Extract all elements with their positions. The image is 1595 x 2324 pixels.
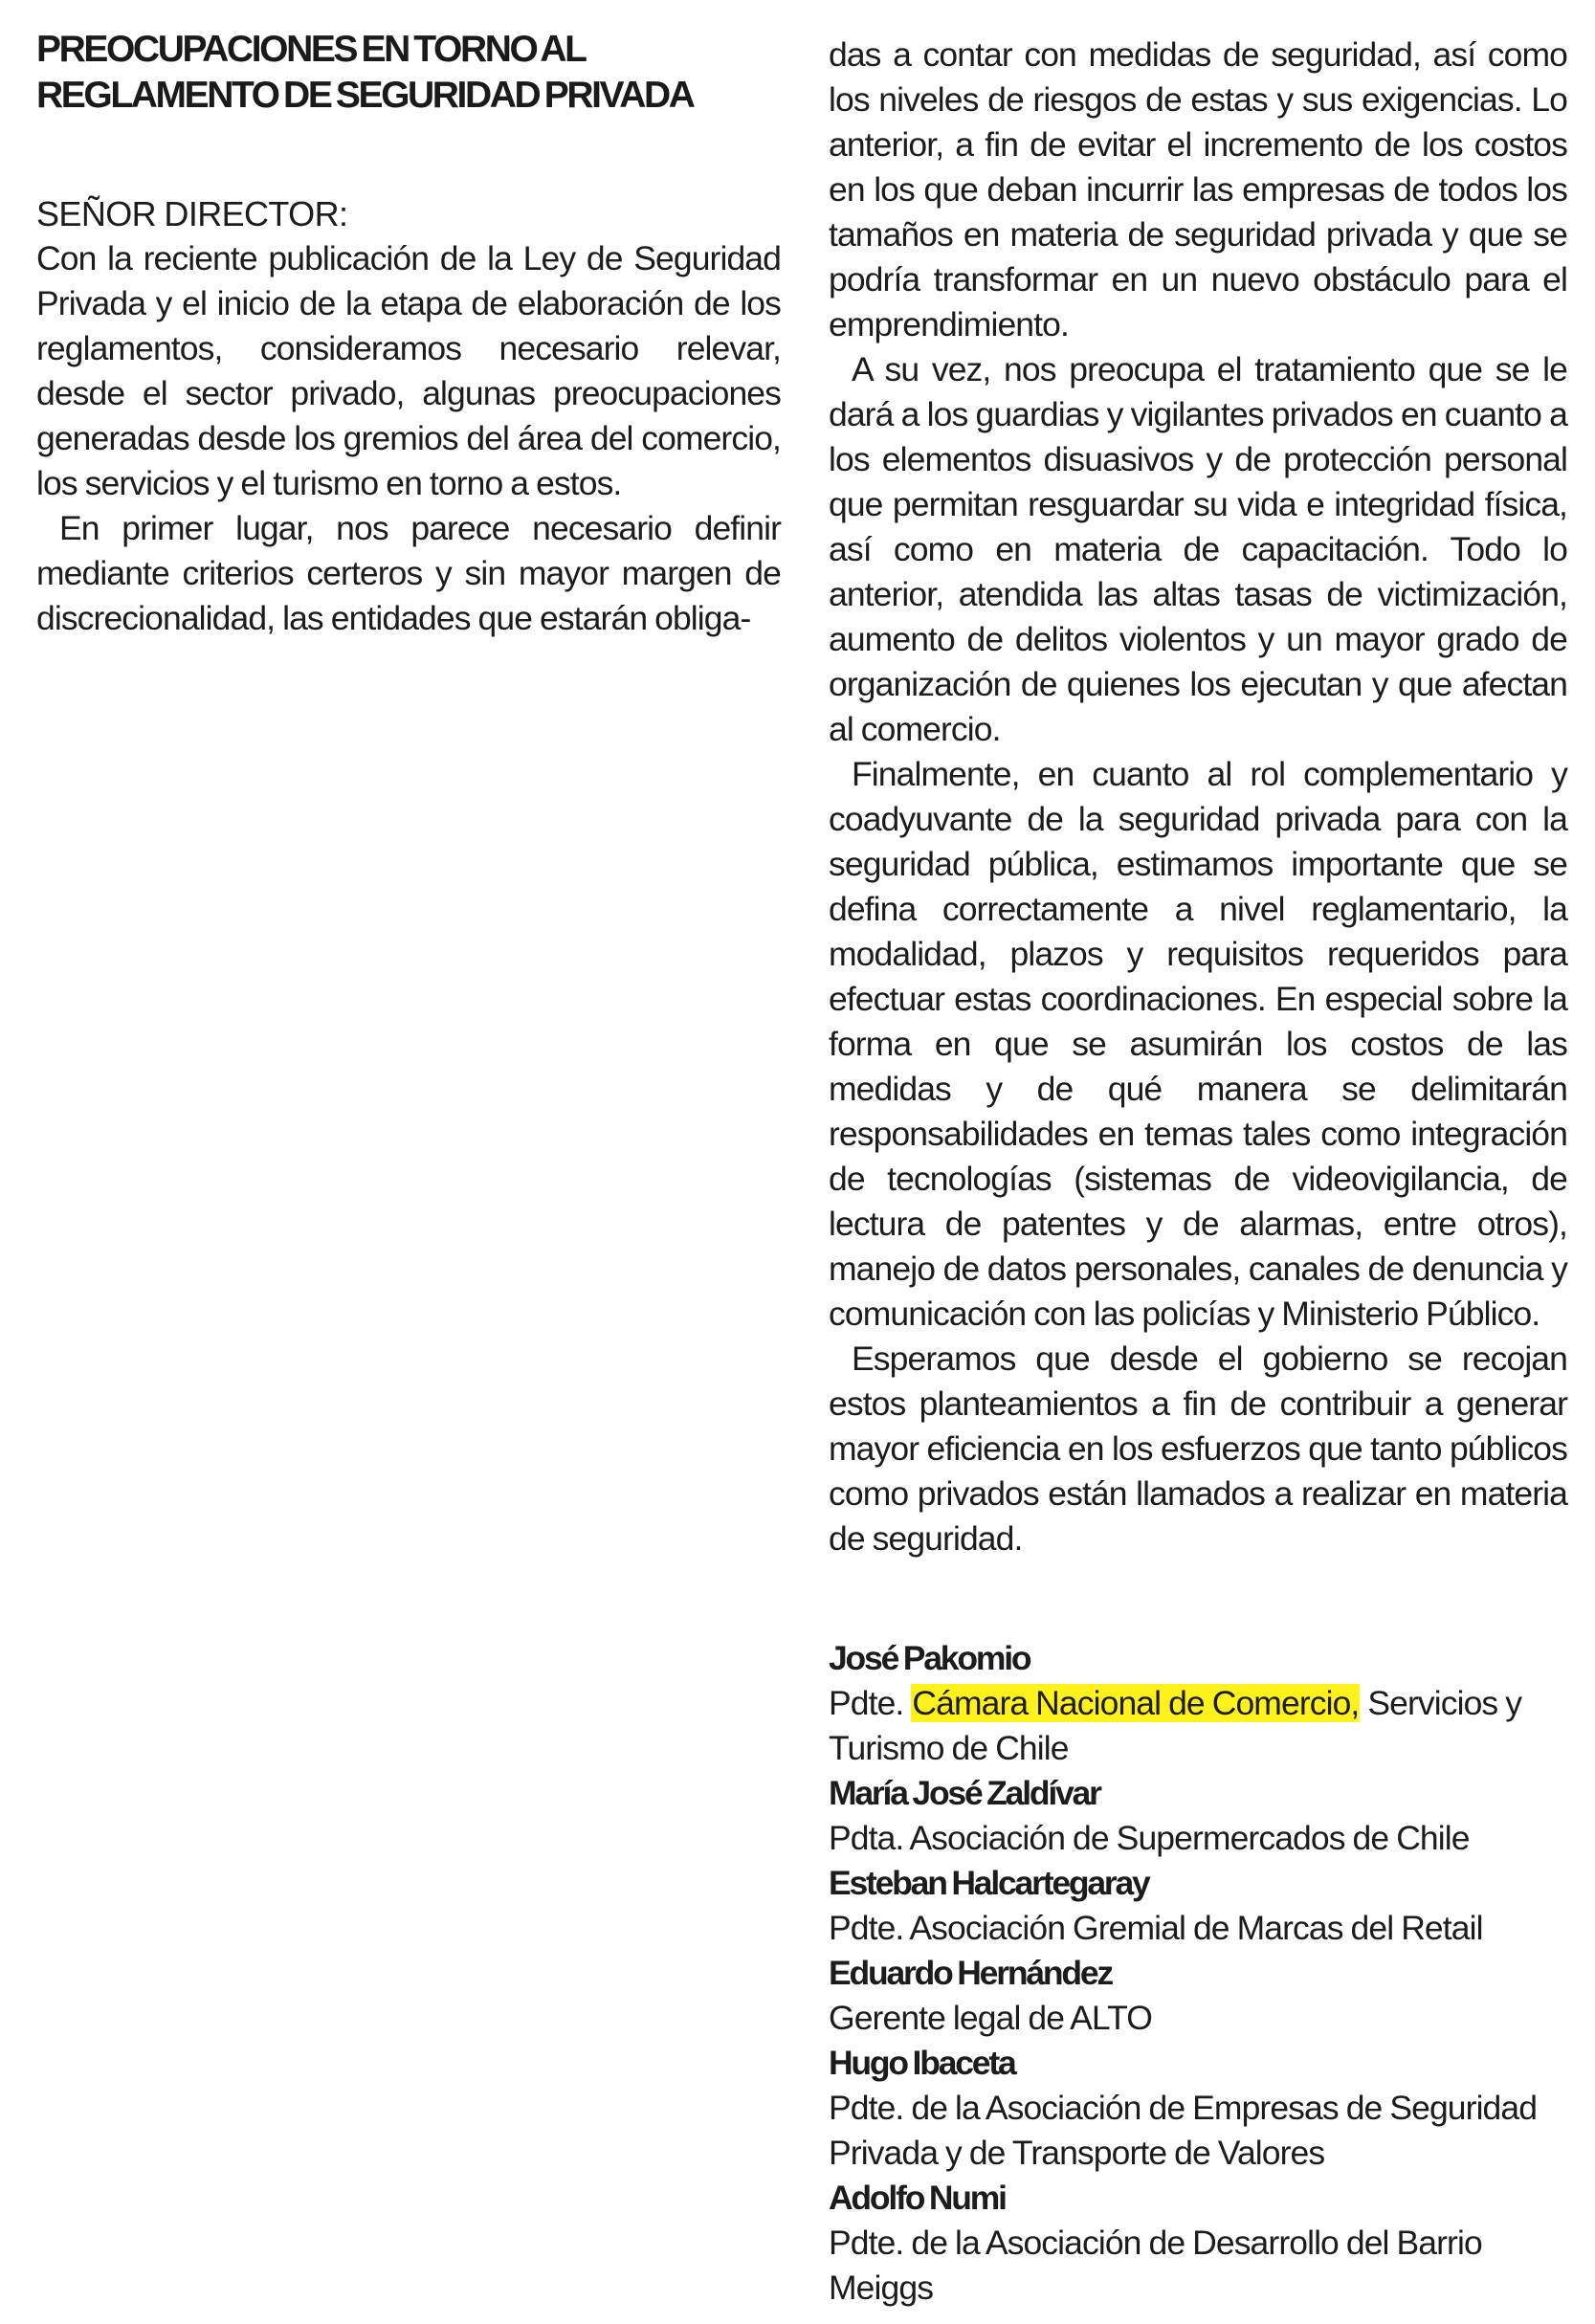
signatory-role xyxy=(829,1681,1567,1771)
signatory-role: Pdte. de la Asociación de Empresas de Seguridad Privada y de Transporte de Valores xyxy=(829,2089,1538,2172)
signatory-name: María José Zaldívar xyxy=(829,1774,1100,1812)
signatory-role-prefix: Pdte. xyxy=(829,1684,912,1722)
left-column xyxy=(36,0,781,641)
signatory-role: Pdte. Asociación Gremial de Marcas del Retail xyxy=(829,1909,1483,1947)
signatory-name: José Pakomio xyxy=(829,1639,1030,1677)
signatory-role: Pdta. Asociación de Supermercados de Chile xyxy=(829,1819,1470,1857)
paragraph-intro: Con la reciente publicación de la Ley de Seguridad Privada y el inicio de la etapa de elaboración de los reglamentos, consideramos necesario relevar, desde el sector privado, algunas preocupaciones generadas desde los gremios del área del comercio, los servicios y el turismo en torno a estos. xyxy=(36,239,781,502)
letter-headline xyxy=(36,27,781,119)
salutation: SEÑOR DIRECTOR: xyxy=(36,194,348,233)
paragraph-first-point-continued: das a contar con medidas de seguridad, así como los niveles de riesgos de estas y sus exigencias. Lo anterior, a fin de evitar el incremento de los costos en los que deban incurrir las empresas de todos los tamaños en materia de seguridad privada y que se podría transformar en un nuevo obstáculo para el emprendimiento. xyxy=(829,35,1567,343)
signatures-block xyxy=(829,1636,1567,2311)
signatory-role: Pdte. de la Asociación de Desarrollo del Barrio Meiggs xyxy=(829,2224,1482,2307)
signatory-name: Eduardo Hernández xyxy=(829,1954,1112,1992)
signatory-name: Hugo Ibaceta xyxy=(829,2044,1015,2082)
signatory-role: Gerente legal de ALTO xyxy=(829,1999,1152,2037)
paragraph-closing: Esperamos que desde el gobierno se recojan estos planteamientos a fin de contribuir a generar mayor eficiencia en los esfuerzos que tanto públicos como privados están llamados a realizar en materia de seguridad. xyxy=(829,1339,1567,1558)
signatory-name: Esteban Halcartegaray xyxy=(829,1864,1149,1902)
paragraph-guards: A su vez, nos preocupa el tratamiento que se le dará a los guardias y vigilantes privados en cuanto a los elementos disuasivos y de protección personal que permitan resguardar su vida e integridad física, así como en materia de capacitación. Todo lo anterior, atendida las altas tasas de victimización, aumento de delitos violentos y un mayor grado de organización de quienes los ejecutan y que afectan al comercio. xyxy=(829,350,1567,748)
headline-line-2: REGLAMENTO DE SEGURIDAD PRIVADA xyxy=(36,75,694,116)
paragraph-first-point: En primer lugar, nos parece necesario definir mediante criterios certeros y sin mayor margen de discrecionalidad, las entidades que estarán obliga- xyxy=(36,509,781,637)
headline-line-1: PREOCUPACIONES EN TORNO AL xyxy=(36,29,586,70)
highlighted-text: Cámara Nacional de Comercio, xyxy=(912,1684,1360,1722)
paragraph-coordination: Finalmente, en cuanto al rol complementario y coadyuvante de la seguridad privada para con la seguridad pública, estimamos importante que se defina correctamente a nivel reglamentario, la modalidad, plazos y requisitos requeridos para efectuar estas coordinaciones. En especial sobre la forma en que se asumirán los costos de las medidas y de qué manera se delimitarán responsabilidades en temas tales como integración de tecnologías (sistemas de videovigilancia, de lectura de patentes y de alarmas, entre otros), manejo de datos personales, canales de denuncia y comunicación con las policías y Ministerio Público. xyxy=(829,755,1567,1333)
signatory-name: Adolfo Numi xyxy=(829,2179,1006,2217)
signatory-role-suffix: Servicios y Turismo de Chile xyxy=(829,1684,1522,1767)
right-column xyxy=(829,0,1567,2311)
